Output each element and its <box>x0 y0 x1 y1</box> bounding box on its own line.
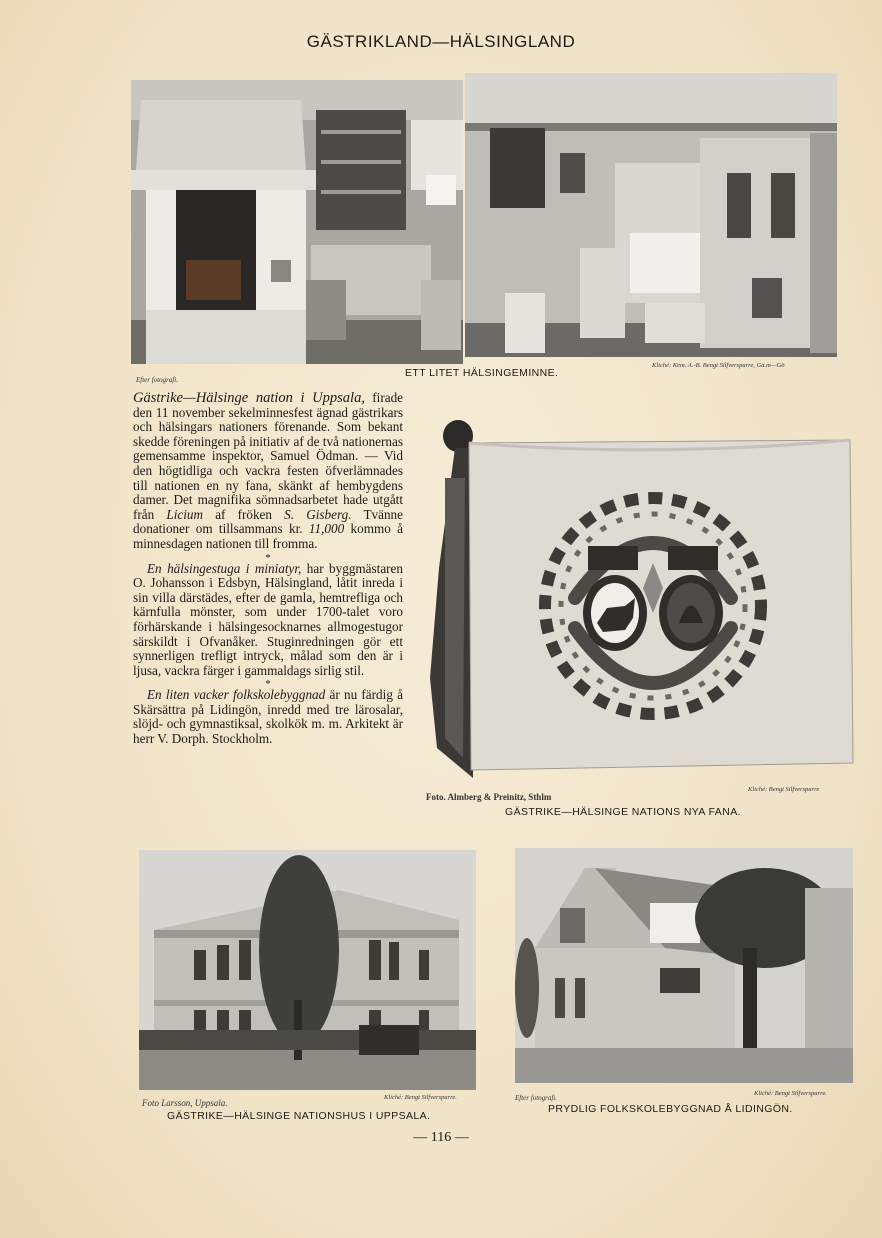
article-p1-amount: 11,000 <box>308 521 345 537</box>
separator-star-2: * <box>265 678 271 691</box>
flag-credit-left: Foto. Almberg & Preinitz, Sthlm <box>426 792 552 802</box>
article-p1-end: kommo å minnesdagen nationen till fromma. <box>133 521 404 551</box>
article-column <box>133 391 403 747</box>
article-p1-text: firade den 11 november sekelminnesfest ägnad gästrikars och hälsingars nationers förenande. Som bekant skedde föreningen på initiativ af de två nationernas gemensamme inspektor, Samuel Ödman. — Vid den högtidliga och vackra festen öfverlämnades till nationen en ny fana, skänkt af hembygdens damer. Det magnifika sömnadsarbetet hade utgått från <box>133 390 404 522</box>
article-p1-gisberg: S. Gisberg. <box>284 506 352 522</box>
article-paragraph-1 <box>133 391 403 552</box>
article-p2-title: En hälsingestuga i miniatyr, <box>147 560 302 576</box>
article-paragraph-2 <box>133 562 403 679</box>
page-header: GÄSTRIKLAND—HÄLSINGLAND <box>306 32 576 51</box>
nationshus-credit-left: Foto Larsson, Uppsala. <box>142 1098 228 1108</box>
article-p2-text: har byggmästaren O. Johansson i Edsbyn, Hälsingland, låtit inreda i sin villa därstädes, efter de gamla, hemtrefliga och kärnfulla mönster, som under 1700-talet voro förhärskande i hälsingesocknarnes allmogestugor särskildt i Ofvanåker. Stuginredningen gör ett synnerligen trefligt intryck, målad som den är i ljusa, vackra färger i gammaldags sirlig stil. <box>133 560 404 678</box>
page-number: — 116 — <box>413 1130 469 1145</box>
separator-star-1: * <box>265 551 271 564</box>
folkskola-photo <box>515 848 853 1083</box>
interior-photo-right <box>465 73 837 357</box>
folkskola-credit-left: Efter fotografi. <box>515 1094 557 1102</box>
top-photo-caption: ETT LITET HÄLSINGEMINNE. <box>405 367 559 379</box>
folkskola-caption: PRYDLIG FOLKSKOLEBYGGNAD Å LIDINGÖN. <box>548 1103 793 1115</box>
folkskola-credit-right: Kliché: Bengt Silfversparre. <box>754 1090 827 1097</box>
article-p1-mid: af fröken <box>215 506 273 522</box>
article-p3-title: En liten vacker folkskolebyggnad <box>147 687 326 703</box>
interior-photo-left <box>131 80 463 364</box>
article-p1-title: Gästrike—Hälsinge nation i Uppsala, <box>133 390 365 406</box>
nationshus-credit-right: Kliché: Bengt Silfversparre. <box>384 1094 457 1101</box>
flag-credit-right: Kliché: Bengt Silfversparre <box>748 786 820 793</box>
nationshus-photo <box>139 850 476 1090</box>
flag-caption: GÄSTRIKE—HÄLSINGE NATIONS NYA FANA. <box>505 806 741 818</box>
flag-illustration <box>425 418 855 783</box>
top-photo-credit-right: Kliché: Kem. A.-B. Bengt Silfversparre, Ga.m—Gö <box>652 362 785 369</box>
top-photo-credit-left: Efter fotografi. <box>136 376 178 384</box>
article-paragraph-3 <box>133 688 403 746</box>
article-p1-mid2: Tvänne donationer om tillsammans kr. <box>133 506 403 537</box>
article-p1-licium: Licium <box>166 506 204 522</box>
article-p3-text: är nu färdig å Skärsättra på Lidingön, inredd med tre lärosalar, slöjd- och gymnastiksal, skolkök m. m. Arkitekt är herr V. Dorph. Stockholm. <box>133 687 404 747</box>
nationshus-caption: GÄSTRIKE—HÄLSINGE NATIONSHUS I UPPSALA. <box>167 1110 431 1122</box>
